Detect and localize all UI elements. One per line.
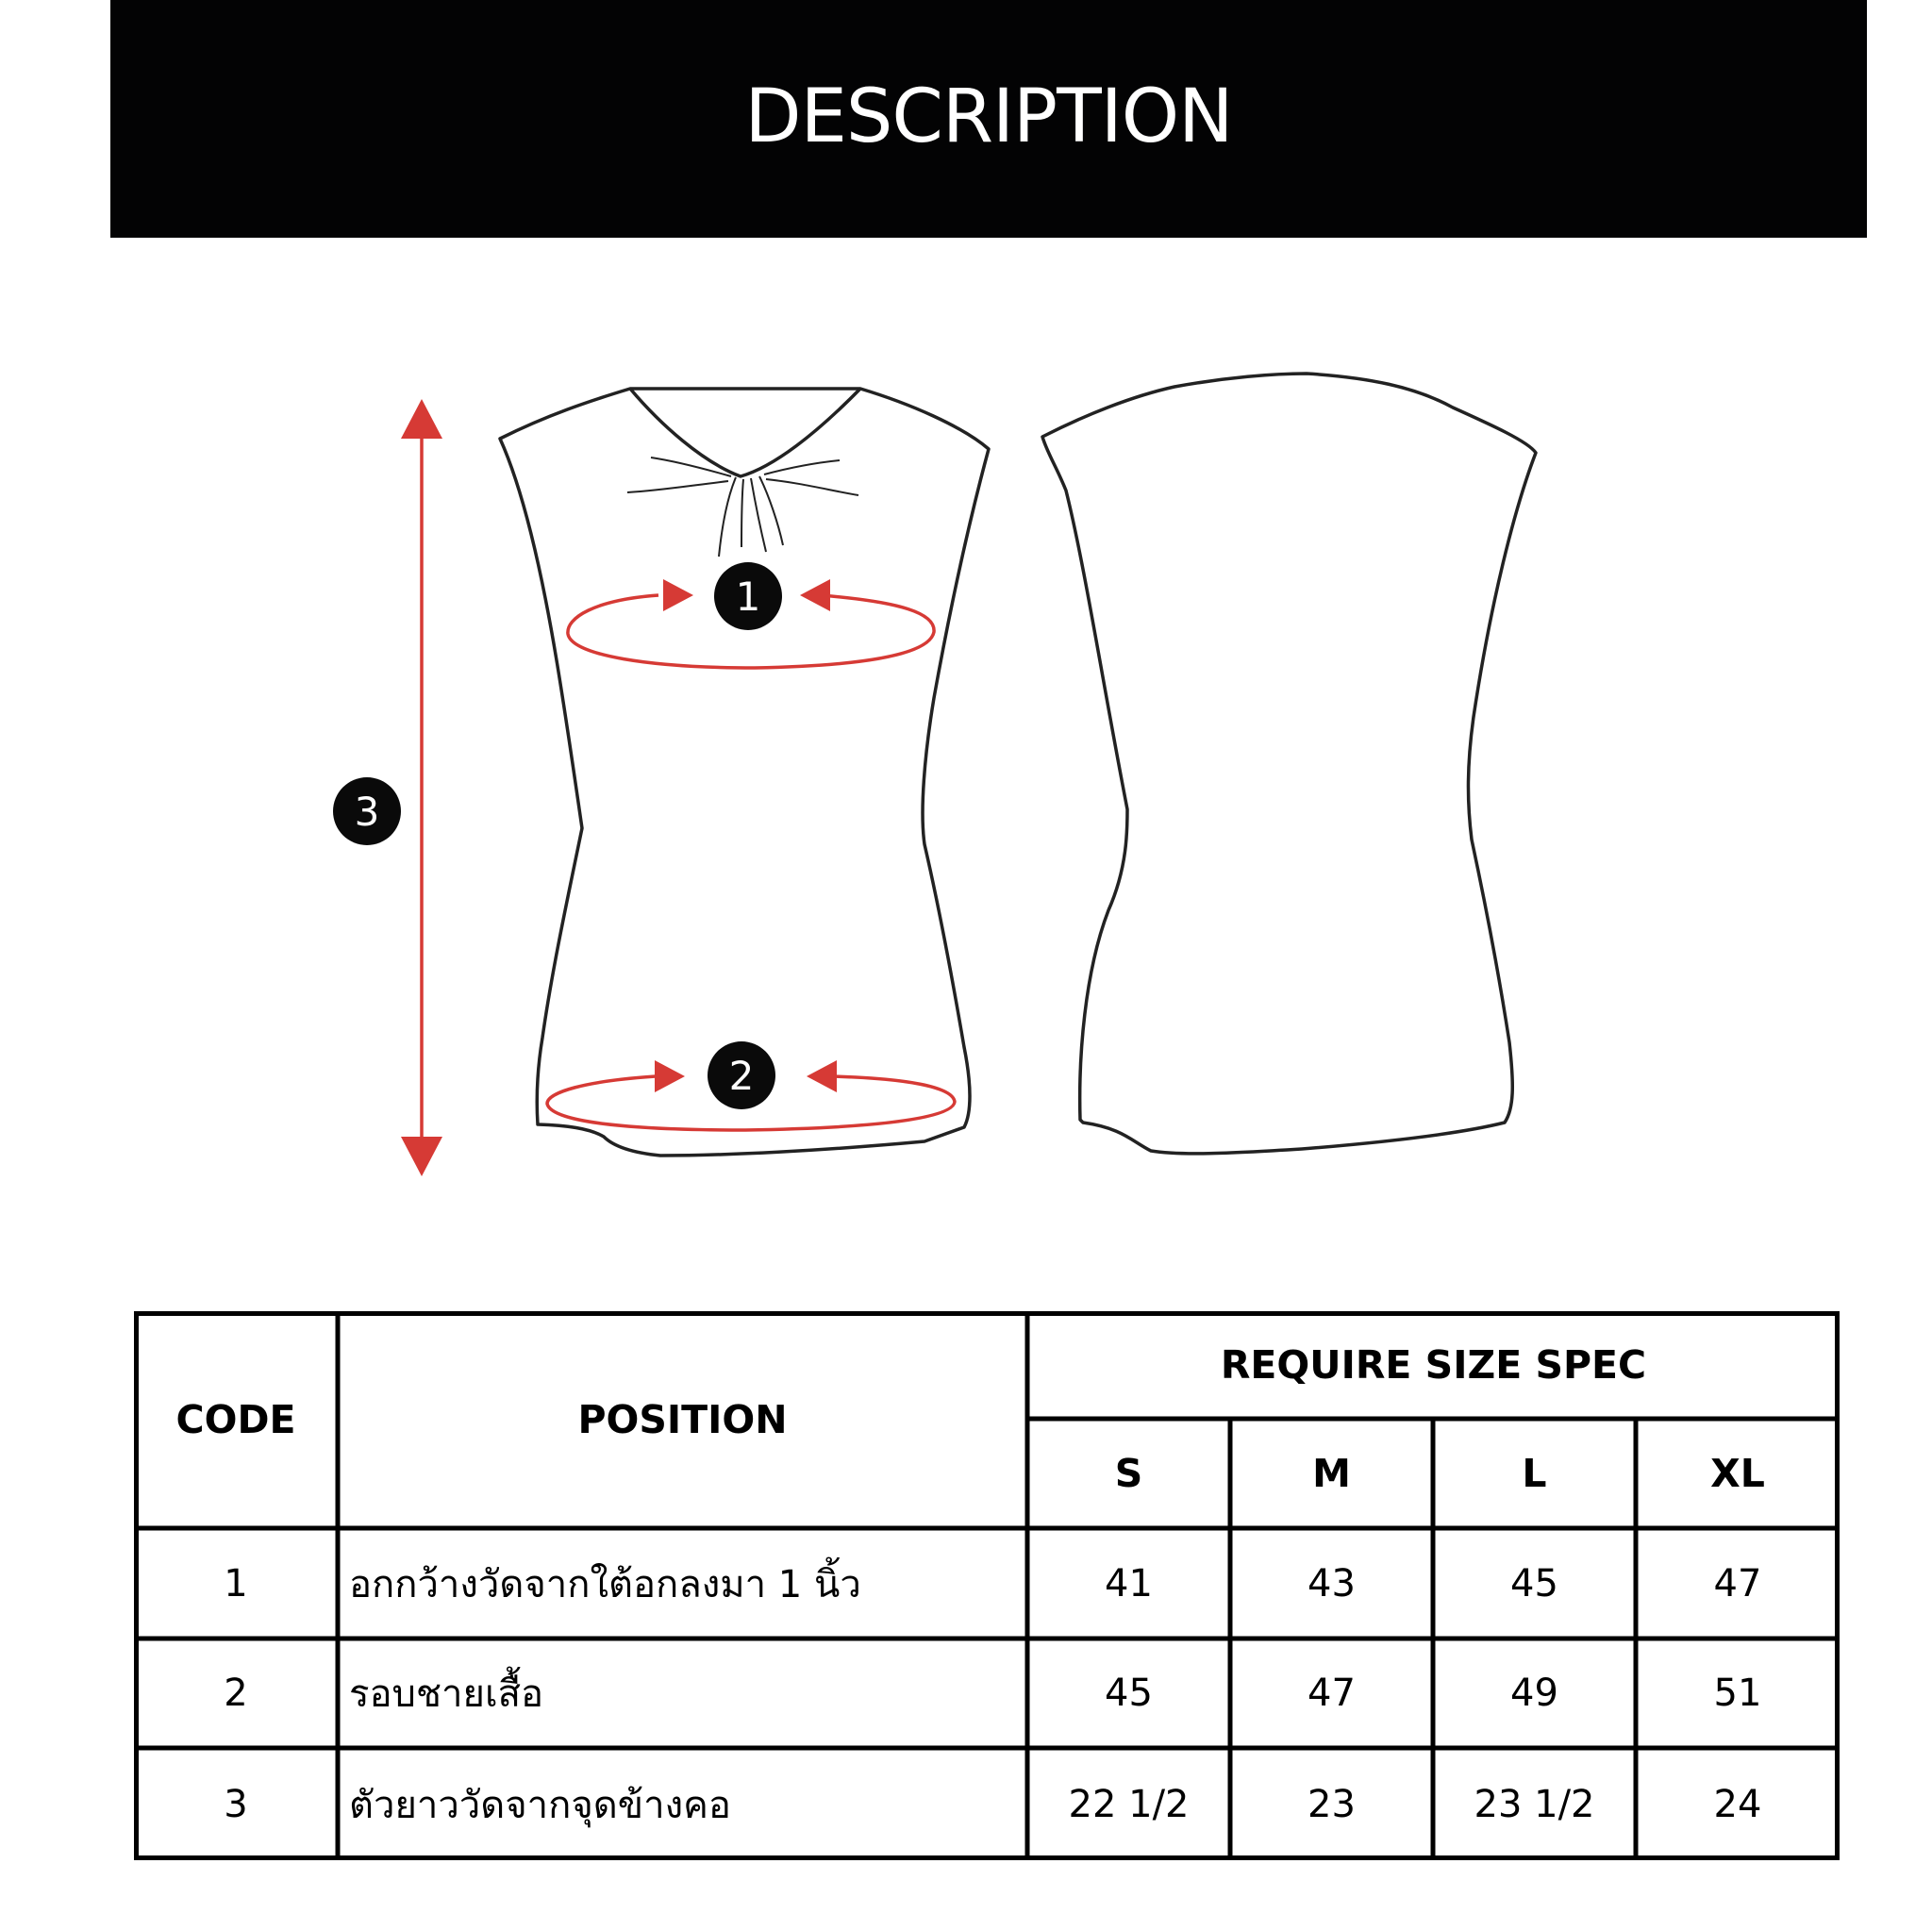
row-1-size-s: 41 (1105, 1561, 1153, 1606)
marker-3-label: 3 (354, 789, 380, 835)
header-code: CODE (175, 1397, 296, 1442)
arrow-right-icon (663, 579, 693, 611)
row-3-position: ตัวยาววัดจากจุดข้างคอ (349, 1783, 731, 1827)
row-1-code: 1 (224, 1561, 248, 1606)
row-2-position: รอบชายเสื้อ (349, 1672, 544, 1716)
header-size-spec: REQUIRE SIZE SPEC (1220, 1342, 1647, 1388)
header-size-l: L (1522, 1451, 1547, 1496)
row-3-size-m: 23 (1307, 1782, 1356, 1826)
row-3-size-l: 23 1/2 (1474, 1782, 1595, 1826)
header-bar (110, 0, 1867, 238)
header-size-xl: XL (1710, 1451, 1765, 1496)
page-title: DESCRIPTION (744, 75, 1233, 159)
row-2-size-xl: 51 (1713, 1672, 1762, 1715)
row-1-size-xl: 47 (1713, 1561, 1762, 1606)
size-spec-table (134, 1311, 1840, 1860)
row-3-size-xl: 24 (1713, 1782, 1762, 1826)
garment-diagram (0, 358, 1932, 1207)
row-2-size-m: 47 (1307, 1672, 1356, 1715)
row-3-size-s: 22 1/2 (1068, 1782, 1190, 1826)
hem-measure (547, 1041, 955, 1130)
row-2-size-s: 45 (1105, 1672, 1153, 1715)
length-measure (333, 399, 442, 1176)
arrow-down-icon (401, 1137, 442, 1176)
header-size-m: M (1312, 1451, 1351, 1496)
chest-measure (568, 562, 934, 668)
garment-back-outline (1042, 374, 1536, 1154)
marker-2-label: 2 (728, 1053, 755, 1099)
arrow-left-icon (807, 1060, 837, 1092)
row-1-size-l: 45 (1510, 1561, 1558, 1606)
garment-front-outline (500, 389, 989, 1156)
header-position: POSITION (577, 1397, 788, 1442)
marker-1-label: 1 (735, 574, 761, 620)
arrow-right-icon (655, 1060, 685, 1092)
row-1-size-m: 43 (1307, 1561, 1356, 1606)
header-size-s: S (1114, 1451, 1143, 1496)
row-2-code: 2 (224, 1672, 248, 1715)
row-1-position: อกกว้างวัดจากใต้อกลงมา 1 นิ้ว (349, 1562, 861, 1606)
arrow-left-icon (800, 579, 830, 611)
row-3-code: 3 (224, 1782, 248, 1826)
row-2-size-l: 49 (1510, 1672, 1558, 1715)
arrow-up-icon (401, 399, 442, 439)
